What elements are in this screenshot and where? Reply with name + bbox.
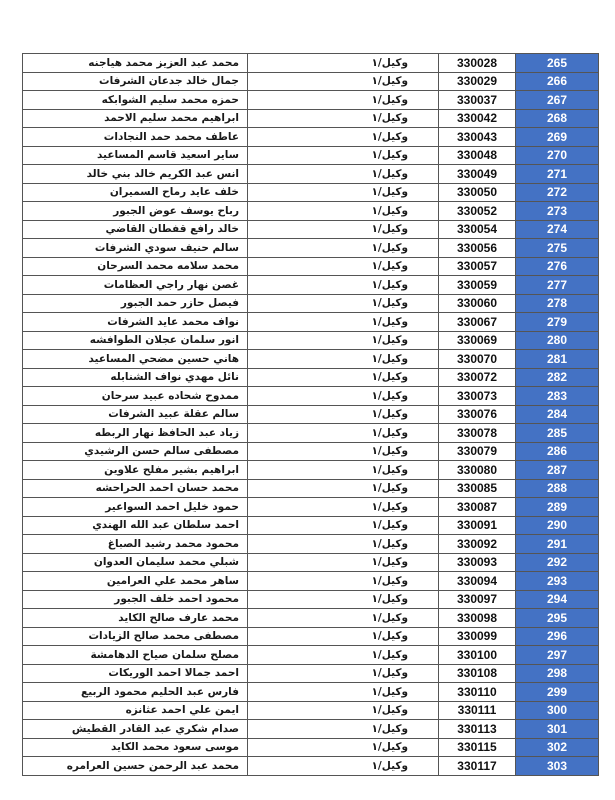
cell-full-name: غصن نهار راجي العظامات	[23, 276, 248, 295]
cell-full-name: حمود خليل احمد السواعير	[23, 498, 248, 517]
cell-rank: وكيل/١	[248, 350, 439, 369]
table-row	[23, 442, 599, 461]
cell-rank: وكيل/١	[248, 387, 439, 406]
cell-military-number: 330054	[439, 220, 516, 239]
table-row	[23, 239, 599, 258]
cell-full-name: صدام شكري عبد القادر القطيش	[23, 720, 248, 739]
cell-full-name: مصطفى سالم حسن الرشيدي	[23, 442, 248, 461]
cell-military-number: 330115	[439, 738, 516, 757]
cell-sequence-number: 299	[516, 683, 599, 702]
cell-full-name: ايمن علي احمد عثانزه	[23, 701, 248, 720]
table-row	[23, 461, 599, 480]
table-row	[23, 405, 599, 424]
cell-military-number: 330085	[439, 479, 516, 498]
roster-sheet	[22, 53, 597, 776]
cell-sequence-number: 267	[516, 91, 599, 110]
cell-military-number: 330117	[439, 757, 516, 776]
cell-full-name: انس عبد الكريم خالد بني خالد	[23, 165, 248, 184]
cell-military-number: 330110	[439, 683, 516, 702]
cell-military-number: 330056	[439, 239, 516, 258]
cell-full-name: نائل مهدي نواف الشنابله	[23, 368, 248, 387]
table-row	[23, 479, 599, 498]
table-row	[23, 165, 599, 184]
cell-full-name: محمد عبد الرحمن حسين العرامره	[23, 757, 248, 776]
cell-military-number: 330029	[439, 72, 516, 91]
cell-full-name: محمود محمد رشيد الصباغ	[23, 535, 248, 554]
cell-military-number: 330111	[439, 701, 516, 720]
cell-rank: وكيل/١	[248, 72, 439, 91]
cell-military-number: 330059	[439, 276, 516, 295]
cell-full-name: سالم حنيف سودي الشرفات	[23, 239, 248, 258]
cell-rank: وكيل/١	[248, 590, 439, 609]
table-row	[23, 276, 599, 295]
table-row	[23, 424, 599, 443]
cell-sequence-number: 296	[516, 627, 599, 646]
cell-sequence-number: 268	[516, 109, 599, 128]
cell-sequence-number: 297	[516, 646, 599, 665]
cell-rank: وكيل/١	[248, 146, 439, 165]
table-row	[23, 590, 599, 609]
roster-table	[22, 53, 599, 776]
cell-sequence-number: 290	[516, 516, 599, 535]
cell-rank: وكيل/١	[248, 128, 439, 147]
cell-rank: وكيل/١	[248, 738, 439, 757]
cell-sequence-number: 279	[516, 313, 599, 332]
cell-rank: وكيل/١	[248, 701, 439, 720]
table-row	[23, 146, 599, 165]
cell-military-number: 330079	[439, 442, 516, 461]
cell-military-number: 330028	[439, 54, 516, 73]
cell-military-number: 330108	[439, 664, 516, 683]
cell-sequence-number: 276	[516, 257, 599, 276]
cell-military-number: 330098	[439, 609, 516, 628]
roster-table-body	[23, 54, 599, 776]
table-row	[23, 72, 599, 91]
cell-rank: وكيل/١	[248, 294, 439, 313]
cell-sequence-number: 272	[516, 183, 599, 202]
cell-military-number: 330070	[439, 350, 516, 369]
cell-full-name: محمد سلامه محمد السرحان	[23, 257, 248, 276]
table-row	[23, 664, 599, 683]
cell-military-number: 330043	[439, 128, 516, 147]
cell-full-name: خلف عايد رماح السميران	[23, 183, 248, 202]
cell-full-name: فيصل حازر حمد الجبور	[23, 294, 248, 313]
cell-rank: وكيل/١	[248, 609, 439, 628]
cell-full-name: سالم عقلة عبيد الشرفات	[23, 405, 248, 424]
cell-sequence-number: 285	[516, 424, 599, 443]
cell-rank: وكيل/١	[248, 516, 439, 535]
cell-rank: وكيل/١	[248, 405, 439, 424]
cell-rank: وكيل/١	[248, 424, 439, 443]
cell-rank: وكيل/١	[248, 572, 439, 591]
cell-sequence-number: 266	[516, 72, 599, 91]
cell-sequence-number: 288	[516, 479, 599, 498]
cell-full-name: انور سلمان عجلان الطوافشه	[23, 331, 248, 350]
table-row	[23, 646, 599, 665]
cell-full-name: شبلي محمد سليمان العدوان	[23, 553, 248, 572]
cell-sequence-number: 301	[516, 720, 599, 739]
cell-military-number: 330080	[439, 461, 516, 480]
cell-full-name: فارس عبد الحليم محمود الربيع	[23, 683, 248, 702]
cell-military-number: 330078	[439, 424, 516, 443]
table-row	[23, 516, 599, 535]
cell-full-name: حمزه محمد سليم الشوابكه	[23, 91, 248, 110]
cell-rank: وكيل/١	[248, 54, 439, 73]
cell-military-number: 330097	[439, 590, 516, 609]
cell-sequence-number: 294	[516, 590, 599, 609]
cell-full-name: ابراهيم بشير مفلح علاوين	[23, 461, 248, 480]
cell-military-number: 330100	[439, 646, 516, 665]
cell-sequence-number: 300	[516, 701, 599, 720]
cell-military-number: 330099	[439, 627, 516, 646]
cell-sequence-number: 289	[516, 498, 599, 517]
cell-full-name: ساير اسعيد قاسم المساعيد	[23, 146, 248, 165]
cell-full-name: جمال خالد جدعان الشرفات	[23, 72, 248, 91]
table-row	[23, 627, 599, 646]
table-row	[23, 609, 599, 628]
table-row	[23, 572, 599, 591]
table-row	[23, 202, 599, 221]
cell-rank: وكيل/١	[248, 720, 439, 739]
cell-rank: وكيل/١	[248, 479, 439, 498]
cell-rank: وكيل/١	[248, 553, 439, 572]
cell-rank: وكيل/١	[248, 664, 439, 683]
cell-sequence-number: 298	[516, 664, 599, 683]
table-row	[23, 553, 599, 572]
cell-full-name: مصطفى محمد صالح الزيادات	[23, 627, 248, 646]
table-row	[23, 498, 599, 517]
cell-full-name: عاطف محمد حمد النجادات	[23, 128, 248, 147]
cell-sequence-number: 284	[516, 405, 599, 424]
cell-sequence-number: 278	[516, 294, 599, 313]
cell-military-number: 330087	[439, 498, 516, 517]
cell-full-name: نواف محمد عايد الشرفات	[23, 313, 248, 332]
cell-military-number: 330069	[439, 331, 516, 350]
cell-full-name: رباح يوسف عوض الجبور	[23, 202, 248, 221]
cell-sequence-number: 292	[516, 553, 599, 572]
cell-full-name: خالد رافع قفطان القاضي	[23, 220, 248, 239]
cell-rank: وكيل/١	[248, 109, 439, 128]
cell-military-number: 330052	[439, 202, 516, 221]
cell-full-name: زياد عبد الحافظ نهار الربطه	[23, 424, 248, 443]
table-row	[23, 220, 599, 239]
table-row	[23, 313, 599, 332]
cell-military-number: 330060	[439, 294, 516, 313]
cell-military-number: 330048	[439, 146, 516, 165]
cell-full-name: ساهر محمد علي العرامين	[23, 572, 248, 591]
cell-rank: وكيل/١	[248, 183, 439, 202]
cell-rank: وكيل/١	[248, 442, 439, 461]
cell-military-number: 330037	[439, 91, 516, 110]
cell-sequence-number: 302	[516, 738, 599, 757]
cell-full-name: محمد عبد العزيز محمد هياجنه	[23, 54, 248, 73]
cell-rank: وكيل/١	[248, 757, 439, 776]
cell-sequence-number: 265	[516, 54, 599, 73]
cell-rank: وكيل/١	[248, 91, 439, 110]
table-row	[23, 757, 599, 776]
cell-military-number: 330076	[439, 405, 516, 424]
cell-rank: وكيل/١	[248, 646, 439, 665]
cell-rank: وكيل/١	[248, 331, 439, 350]
cell-full-name: محمد عارف صالح الكايد	[23, 609, 248, 628]
cell-sequence-number: 287	[516, 461, 599, 480]
cell-rank: وكيل/١	[248, 276, 439, 295]
cell-rank: وكيل/١	[248, 165, 439, 184]
cell-sequence-number: 270	[516, 146, 599, 165]
cell-sequence-number: 293	[516, 572, 599, 591]
cell-rank: وكيل/١	[248, 368, 439, 387]
table-row	[23, 535, 599, 554]
cell-sequence-number: 269	[516, 128, 599, 147]
cell-rank: وكيل/١	[248, 683, 439, 702]
cell-rank: وكيل/١	[248, 535, 439, 554]
cell-full-name: ابراهيم محمد سليم الاحمد	[23, 109, 248, 128]
cell-full-name: هاني حسين مضحي المساعيد	[23, 350, 248, 369]
table-row	[23, 128, 599, 147]
cell-full-name: ممدوح شحاده عبيد سرحان	[23, 387, 248, 406]
cell-sequence-number: 283	[516, 387, 599, 406]
table-row	[23, 387, 599, 406]
cell-sequence-number: 273	[516, 202, 599, 221]
table-row	[23, 738, 599, 757]
table-row	[23, 350, 599, 369]
cell-rank: وكيل/١	[248, 627, 439, 646]
table-row	[23, 331, 599, 350]
cell-military-number: 330092	[439, 535, 516, 554]
cell-sequence-number: 295	[516, 609, 599, 628]
cell-full-name: محمد حسان احمد الحراحشه	[23, 479, 248, 498]
cell-sequence-number: 286	[516, 442, 599, 461]
cell-sequence-number: 271	[516, 165, 599, 184]
cell-sequence-number: 275	[516, 239, 599, 258]
cell-full-name: احمد سلطان عبد الله الهندي	[23, 516, 248, 535]
cell-rank: وكيل/١	[248, 461, 439, 480]
table-row	[23, 54, 599, 73]
cell-rank: وكيل/١	[248, 498, 439, 517]
table-row	[23, 683, 599, 702]
table-row	[23, 257, 599, 276]
table-row	[23, 701, 599, 720]
cell-rank: وكيل/١	[248, 220, 439, 239]
cell-sequence-number: 280	[516, 331, 599, 350]
cell-sequence-number: 281	[516, 350, 599, 369]
table-row	[23, 720, 599, 739]
cell-military-number: 330050	[439, 183, 516, 202]
cell-military-number: 330113	[439, 720, 516, 739]
table-row	[23, 368, 599, 387]
cell-rank: وكيل/١	[248, 313, 439, 332]
cell-rank: وكيل/١	[248, 257, 439, 276]
cell-military-number: 330057	[439, 257, 516, 276]
cell-military-number: 330049	[439, 165, 516, 184]
cell-sequence-number: 282	[516, 368, 599, 387]
cell-military-number: 330067	[439, 313, 516, 332]
cell-rank: وكيل/١	[248, 239, 439, 258]
cell-military-number: 330091	[439, 516, 516, 535]
cell-military-number: 330042	[439, 109, 516, 128]
cell-military-number: 330094	[439, 572, 516, 591]
cell-sequence-number: 303	[516, 757, 599, 776]
table-row	[23, 183, 599, 202]
cell-full-name: احمد جمالا احمد الوريكات	[23, 664, 248, 683]
cell-military-number: 330072	[439, 368, 516, 387]
table-row	[23, 91, 599, 110]
table-row	[23, 109, 599, 128]
cell-full-name: موسى سعود محمد الكايد	[23, 738, 248, 757]
cell-rank: وكيل/١	[248, 202, 439, 221]
cell-sequence-number: 291	[516, 535, 599, 554]
cell-full-name: مصلح سلمان صياح الدهامشة	[23, 646, 248, 665]
cell-military-number: 330073	[439, 387, 516, 406]
cell-sequence-number: 277	[516, 276, 599, 295]
table-row	[23, 294, 599, 313]
cell-military-number: 330093	[439, 553, 516, 572]
cell-full-name: محمود احمد خلف الجبور	[23, 590, 248, 609]
cell-sequence-number: 274	[516, 220, 599, 239]
